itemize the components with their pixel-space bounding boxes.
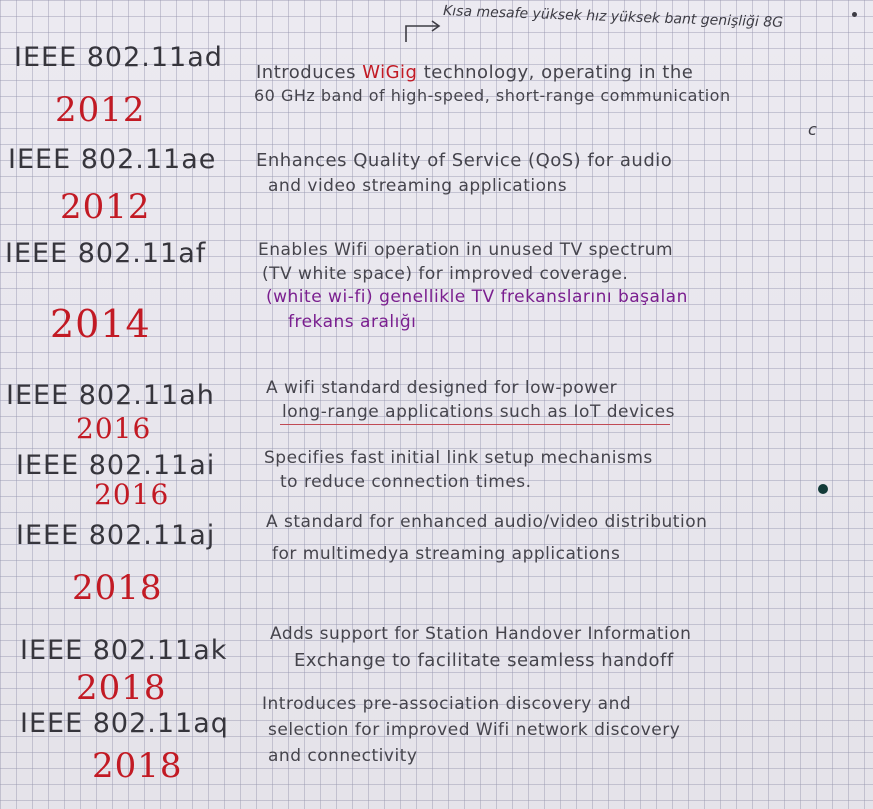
ink-mark (852, 12, 857, 17)
description-802-11aq-line2: selection for improved Wifi network discovery (268, 720, 681, 740)
year-802-11aj: 2018 (72, 568, 163, 608)
description-802-11aq-line1: Introduces pre-association discovery and (262, 694, 632, 714)
description-802-11ah-line1: A wifi standard designed for low-power (266, 378, 618, 398)
year-802-11ak: 2018 (76, 668, 167, 708)
c-mark: c (808, 120, 817, 139)
standard-802-11ae: IEEE 802.11ae (8, 144, 217, 175)
ink-dot (818, 484, 828, 494)
header-note: Kısa mesafe yüksek hız yüksek bant genişliği 8G (442, 3, 784, 31)
description-802-11ai-line2: to reduce connection times. (280, 472, 532, 492)
year-802-11aq: 2018 (92, 746, 183, 786)
year-802-11ah: 2016 (76, 412, 152, 445)
description-802-11ae-line1: Enhances Quality of Service (QoS) for audio (256, 150, 673, 171)
year-802-11ae: 2012 (60, 187, 151, 227)
standard-802-11ak: IEEE 802.11ak (20, 635, 228, 666)
description-802-11ae-line2: and video streaming applications (268, 176, 568, 196)
description-802-11ak-line2: Exchange to facilitate seamless handoff (294, 650, 674, 671)
description-802-11aj-line2: for multimedya streaming applications (272, 544, 621, 564)
underline-802-11ah (280, 424, 670, 425)
standard-802-11af: IEEE 802.11af (5, 238, 207, 269)
year-802-11ai: 2016 (94, 478, 170, 511)
note-802-11af-line1: (white wi-fi) genellikle TV frekanslarını başalan (266, 287, 688, 307)
standard-802-11ai: IEEE 802.11ai (16, 450, 216, 481)
description-802-11ai-line1: Specifies fast initial link setup mechanisms (264, 448, 653, 468)
standard-802-11ah: IEEE 802.11ah (6, 380, 215, 411)
description-suffix: technology, operating in the (417, 62, 694, 83)
description-802-11af-line1: Enables Wifi operation in unused TV spectrum (258, 240, 674, 260)
standard-802-11ad: IEEE 802.11ad (14, 42, 223, 73)
description-prefix: Introduces (256, 62, 363, 83)
description-802-11aj-line1: A standard for enhanced audio/video distribution (266, 512, 708, 532)
year-802-11ad: 2012 (55, 90, 146, 130)
wigig-highlight: WiGig (362, 62, 418, 83)
year-802-11af: 2014 (50, 302, 151, 346)
description-802-11af-line2: (TV white space) for improved coverage. (262, 264, 629, 284)
description-802-11ad-line1 (256, 62, 693, 83)
description-802-11ah-line2: long-range applications such as IoT devices (282, 402, 675, 422)
description-802-11ad-line2: 60 GHz band of high-speed, short-range communication (254, 86, 731, 105)
note-802-11af-line2: frekans aralığı (288, 312, 417, 332)
description-802-11ak-line1: Adds support for Station Handover Information (270, 624, 692, 644)
standard-802-11aj: IEEE 802.11aj (16, 520, 216, 551)
description-802-11aq-line3: and connectivity (268, 746, 418, 766)
arrow-icon (398, 16, 444, 44)
standard-802-11aq: IEEE 802.11aq (20, 708, 229, 739)
